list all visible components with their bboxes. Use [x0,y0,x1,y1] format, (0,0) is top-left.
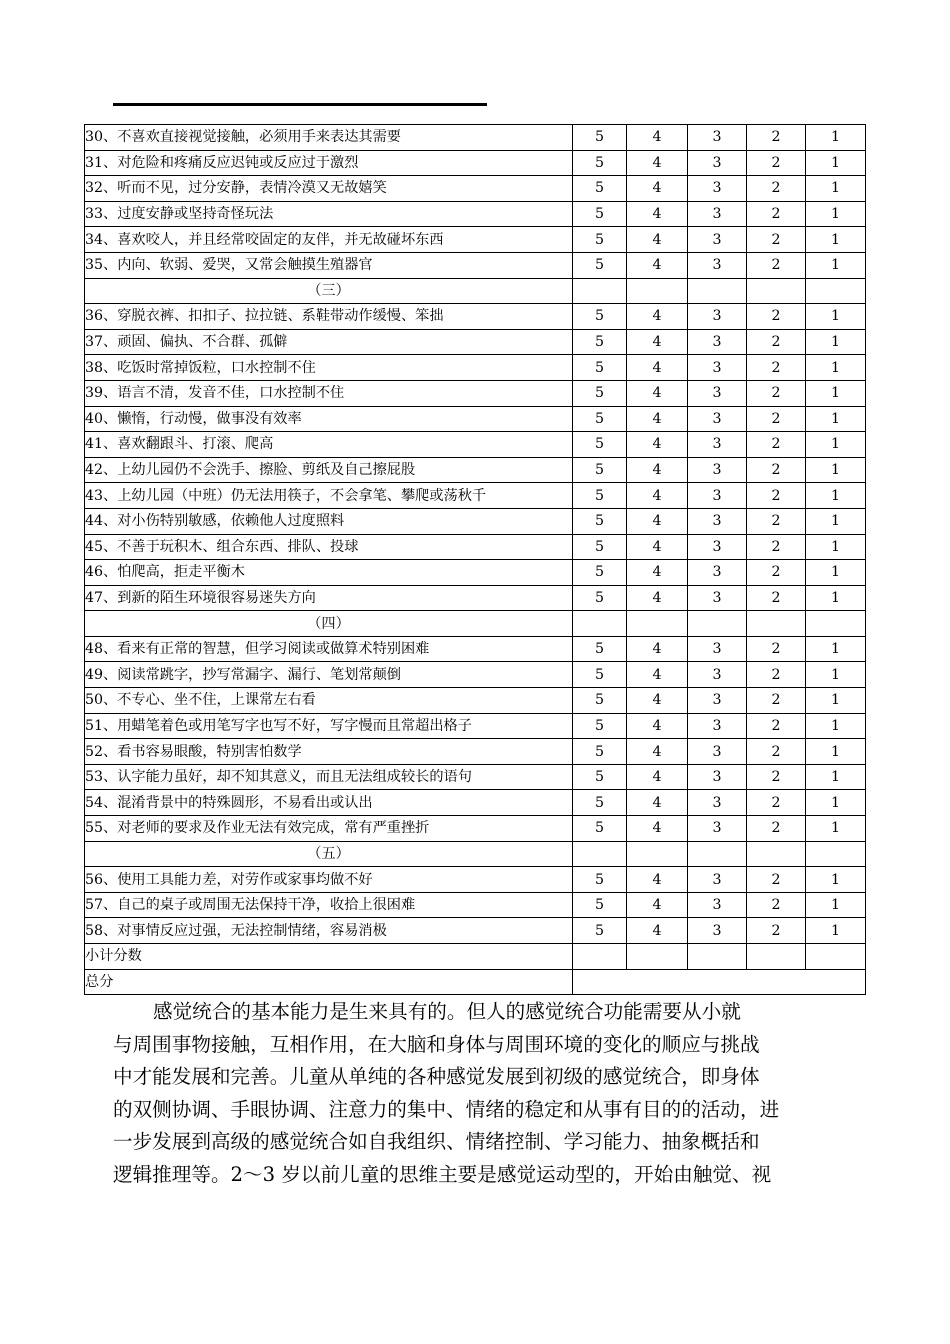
score-cell: 3 [688,150,747,176]
item-label: 48、看来有正常的智慧，但学习阅读或做算术特别困难 [85,636,573,662]
total-label: 总分 [85,969,573,995]
score-cell: 5 [573,585,627,611]
score-cell: 3 [688,508,747,534]
score-cell: 3 [688,585,747,611]
empty-cell [627,278,688,304]
score-cell: 4 [627,816,688,842]
item-label: 33、过度安静或坚持奇怪玩法 [85,201,573,227]
score-cell: 3 [688,867,747,893]
score-cell: 2 [747,867,806,893]
item-label: 52、看书容易眼酸，特别害怕数学 [85,739,573,765]
score-cell: 1 [806,585,866,611]
score-cell: 5 [573,688,627,714]
score-cell: 2 [747,662,806,688]
score-cell: 2 [747,636,806,662]
score-cell: 1 [806,227,866,253]
score-cell: 5 [573,176,627,202]
table-row [85,867,866,893]
table-row [85,739,866,765]
item-label: 50、不专心、坐不住，上课常左右看 [85,688,573,714]
score-cell: 2 [747,483,806,509]
score-cell: 3 [688,406,747,432]
score-cell: 1 [806,176,866,202]
empty-cell [747,611,806,637]
item-label: 47、到新的陌生环境很容易迷失方向 [85,585,573,611]
item-label: 40、懒惰，行动慢，做事没有效率 [85,406,573,432]
score-cell: 4 [627,355,688,381]
score-cell: 3 [688,355,747,381]
empty-cell [747,278,806,304]
score-cell: 1 [806,739,866,765]
score-cell: 2 [747,534,806,560]
table-row [85,662,866,688]
score-cell: 5 [573,508,627,534]
paragraph-line: 一步发展到高级的感觉统合如自我组织、情绪控制、学习能力、抽象概括和 [113,1130,760,1153]
section-row [85,841,866,867]
score-cell: 4 [627,252,688,278]
table-row [85,432,866,458]
score-cell: 1 [806,329,866,355]
item-label: 54、混淆背景中的特殊圆形，不易看出或认出 [85,790,573,816]
score-cell: 3 [688,329,747,355]
empty-cell [806,611,866,637]
table-row [85,585,866,611]
score-cell: 3 [688,483,747,509]
score-cell: 4 [627,176,688,202]
table-row [85,483,866,509]
score-cell: 1 [806,406,866,432]
rating-table [84,124,866,995]
score-cell: 1 [806,534,866,560]
score-cell: 1 [806,713,866,739]
score-cell: 2 [747,227,806,253]
empty-cell [688,611,747,637]
table-row [85,764,866,790]
score-cell: 5 [573,380,627,406]
item-label: 53、认字能力虽好，却不知其意义，而且无法组成较长的语句 [85,764,573,790]
table-row [85,355,866,381]
item-label: 49、阅读常跳字，抄写常漏字、漏行、笔划常颠倒 [85,662,573,688]
table-row [85,406,866,432]
score-cell: 2 [747,816,806,842]
score-cell: 3 [688,560,747,586]
table-row [85,636,866,662]
score-cell: 1 [806,432,866,458]
score-cell: 2 [747,892,806,918]
score-cell: 4 [627,508,688,534]
score-cell: 5 [573,739,627,765]
score-cell: 4 [627,227,688,253]
table-row [85,329,866,355]
paragraph-line: 感觉统合的基本能力是生来具有的。但人的感觉统合功能需要从小就 [153,1000,741,1023]
table-row [85,201,866,227]
score-cell: 5 [573,892,627,918]
table-row [85,508,866,534]
score-cell: 3 [688,201,747,227]
score-cell: 4 [627,432,688,458]
table-row [85,176,866,202]
score-cell: 2 [747,764,806,790]
empty-cell [573,278,627,304]
score-cell: 4 [627,125,688,151]
score-cell: 1 [806,355,866,381]
score-cell: 5 [573,636,627,662]
score-cell: 3 [688,380,747,406]
empty-cell [747,841,806,867]
empty-cell [573,944,627,970]
section-label: （五） [85,841,573,867]
item-label: 34、喜欢咬人，并且经常咬固定的友伴，并无故碰坏东西 [85,227,573,253]
score-cell: 4 [627,790,688,816]
score-cell: 1 [806,201,866,227]
empty-cell [806,944,866,970]
item-label: 57、自己的桌子或周围无法保持干净，收拾上很困难 [85,892,573,918]
score-cell: 1 [806,457,866,483]
score-cell: 2 [747,585,806,611]
score-cell: 1 [806,764,866,790]
score-cell: 3 [688,790,747,816]
item-label: 36、穿脱衣裤、扣扣子、拉拉链、系鞋带动作缓慢、笨拙 [85,304,573,330]
body-paragraph [113,996,841,1191]
score-cell: 5 [573,918,627,944]
score-cell: 4 [627,534,688,560]
score-cell: 5 [573,125,627,151]
item-label: 42、上幼儿园仍不会洗手、擦脸、剪纸及自己擦屁股 [85,457,573,483]
score-cell: 5 [573,662,627,688]
item-label: 41、喜欢翻跟斗、打滚、爬高 [85,432,573,458]
score-cell: 5 [573,764,627,790]
score-cell: 4 [627,150,688,176]
table-row [85,150,866,176]
score-cell: 4 [627,560,688,586]
empty-cell [806,841,866,867]
score-cell: 1 [806,508,866,534]
score-cell: 2 [747,176,806,202]
table-row [85,816,866,842]
score-cell: 4 [627,457,688,483]
subtotal-label: 小计分数 [85,944,573,970]
score-cell: 4 [627,918,688,944]
score-cell: 2 [747,252,806,278]
score-cell: 5 [573,252,627,278]
score-cell: 2 [747,790,806,816]
score-cell: 3 [688,688,747,714]
rating-table-body [85,125,866,995]
score-cell: 5 [573,457,627,483]
score-cell: 1 [806,380,866,406]
score-cell: 4 [627,764,688,790]
score-cell: 4 [627,892,688,918]
score-cell: 1 [806,918,866,944]
score-cell: 5 [573,150,627,176]
score-cell: 2 [747,304,806,330]
score-cell: 1 [806,867,866,893]
table-row [85,892,866,918]
header-rule [113,103,487,106]
score-cell: 3 [688,892,747,918]
score-cell: 5 [573,201,627,227]
score-cell: 1 [806,816,866,842]
score-cell: 4 [627,585,688,611]
score-cell: 1 [806,304,866,330]
total-value-cell [573,969,866,995]
empty-cell [747,944,806,970]
section-row [85,278,866,304]
paragraph-line: 的双侧协调、手眼协调、注意力的集中、情绪的稳定和从事有目的的活动，进 [113,1097,780,1121]
score-cell: 1 [806,125,866,151]
score-cell: 2 [747,560,806,586]
score-cell: 1 [806,892,866,918]
empty-cell [573,611,627,637]
score-cell: 4 [627,304,688,330]
total-row [85,969,866,995]
score-cell: 3 [688,534,747,560]
score-cell: 2 [747,201,806,227]
score-cell: 2 [747,739,806,765]
table-row [85,304,866,330]
empty-cell [627,611,688,637]
table-row [85,713,866,739]
section-label: （三） [85,278,573,304]
score-cell: 4 [627,380,688,406]
item-label: 44、对小伤特别敏感，依赖他人过度照料 [85,508,573,534]
score-cell: 3 [688,125,747,151]
score-cell: 5 [573,406,627,432]
score-cell: 4 [627,636,688,662]
score-cell: 2 [747,406,806,432]
paragraph-line: 逻辑推理等。2～3 岁以前儿童的思维主要是感觉运动型的，开始由触觉、视 [113,1162,772,1186]
empty-cell [688,278,747,304]
item-label: 55、对老师的要求及作业无法有效完成，常有严重挫折 [85,816,573,842]
empty-cell [688,944,747,970]
empty-cell [573,841,627,867]
item-label: 58、对事情反应过强，无法控制情绪，容易消极 [85,918,573,944]
score-cell: 4 [627,867,688,893]
empty-cell [627,841,688,867]
score-cell: 3 [688,662,747,688]
paragraph-line: 与周围事物接触，互相作用，在大脑和身体与周围环境的变化的顺应与挑战 [113,1032,760,1056]
score-cell: 4 [627,483,688,509]
score-cell: 2 [747,380,806,406]
item-label: 56、使用工具能力差，对劳作或家事均做不好 [85,867,573,893]
item-label: 37、顽固、偏执、不合群、孤僻 [85,329,573,355]
score-cell: 2 [747,150,806,176]
table-row [85,560,866,586]
score-cell: 2 [747,432,806,458]
item-label: 30、不喜欢直接视觉接触，必须用手来表达其需要 [85,125,573,151]
score-cell: 5 [573,560,627,586]
score-cell: 3 [688,636,747,662]
score-cell: 5 [573,432,627,458]
paragraph-line: 中才能发展和完善。儿童从单纯的各种感觉发展到初级的感觉统合，即身体 [113,1065,760,1088]
item-label: 31、对危险和疼痛反应迟钝或反应过于激烈 [85,150,573,176]
section-label: （四） [85,611,573,637]
score-cell: 5 [573,483,627,509]
score-cell: 3 [688,764,747,790]
score-cell: 3 [688,816,747,842]
score-cell: 3 [688,252,747,278]
score-cell: 5 [573,867,627,893]
score-cell: 1 [806,662,866,688]
table-row [85,534,866,560]
score-cell: 1 [806,150,866,176]
score-cell: 5 [573,227,627,253]
item-label: 46、怕爬高，拒走平衡木 [85,560,573,586]
item-label: 43、上幼儿园（中班）仍无法用筷子，不会拿笔、攀爬或荡秋千 [85,483,573,509]
score-cell: 2 [747,355,806,381]
score-cell: 4 [627,739,688,765]
table-row [85,457,866,483]
item-label: 38、吃饭时常掉饭粒，口水控制不住 [85,355,573,381]
score-cell: 5 [573,355,627,381]
score-cell: 2 [747,329,806,355]
score-cell: 5 [573,329,627,355]
score-cell: 3 [688,713,747,739]
score-cell: 1 [806,790,866,816]
score-cell: 3 [688,432,747,458]
item-label: 45、不善于玩积木、组合东西、排队、投球 [85,534,573,560]
item-label: 32、听而不见，过分安静，表情冷漠又无故嬉笑 [85,176,573,202]
item-label: 51、用蜡笔着色或用笔写字也写不好，写字慢而且常超出格子 [85,713,573,739]
empty-cell [688,841,747,867]
table-row [85,227,866,253]
item-label: 35、内向、软弱、爱哭，又常会触摸生殖器官 [85,252,573,278]
score-cell: 5 [573,713,627,739]
score-cell: 2 [747,457,806,483]
score-cell: 1 [806,560,866,586]
score-cell: 5 [573,816,627,842]
score-cell: 4 [627,406,688,432]
score-cell: 4 [627,688,688,714]
score-cell: 3 [688,176,747,202]
score-cell: 3 [688,227,747,253]
score-cell: 4 [627,713,688,739]
subtotal-row [85,944,866,970]
score-cell: 2 [747,125,806,151]
empty-cell [627,944,688,970]
score-cell: 2 [747,688,806,714]
score-cell: 4 [627,329,688,355]
score-cell: 4 [627,662,688,688]
score-cell: 1 [806,688,866,714]
table-row [85,125,866,151]
table-row [85,380,866,406]
table-row [85,790,866,816]
score-cell: 2 [747,713,806,739]
score-cell: 3 [688,918,747,944]
score-cell: 1 [806,636,866,662]
table-row [85,252,866,278]
score-cell: 1 [806,483,866,509]
score-cell: 5 [573,534,627,560]
empty-cell [806,278,866,304]
score-cell: 4 [627,201,688,227]
table-row [85,918,866,944]
section-row [85,611,866,637]
score-cell: 2 [747,508,806,534]
table-row [85,688,866,714]
score-cell: 3 [688,457,747,483]
score-cell: 5 [573,790,627,816]
item-label: 39、语言不清，发音不佳，口水控制不住 [85,380,573,406]
score-cell: 5 [573,304,627,330]
score-cell: 2 [747,918,806,944]
score-cell: 3 [688,739,747,765]
score-cell: 3 [688,304,747,330]
score-cell: 1 [806,252,866,278]
